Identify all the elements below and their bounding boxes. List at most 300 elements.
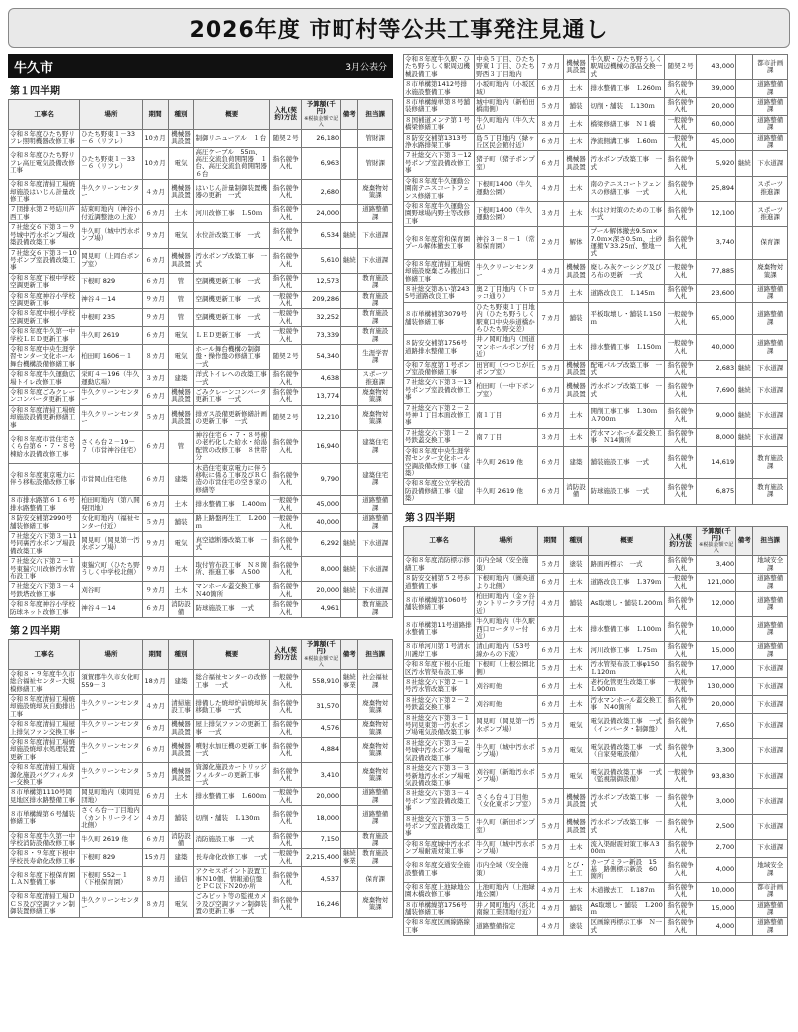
cell-period: ６カ月 xyxy=(537,678,563,696)
cell-location: 上池町地内（上池緑地公園） xyxy=(475,882,538,900)
cell-work-name: ７社総交六下第２－２号神１丁目本面改修工事 xyxy=(404,403,475,428)
cell-kind: 機械器具設置 xyxy=(168,720,194,738)
cell-work-name: ８社総交六下第３－１号同見東第一汚水ポンプ場電気設備改築工事 xyxy=(404,713,475,738)
cell-kind: 電気 xyxy=(168,327,194,345)
cell-location: 奥２丁目地内（トロッコ通り） xyxy=(475,284,538,302)
cell-period: ５カ月 xyxy=(537,764,563,789)
cell-location: 市内全域（安全施策） xyxy=(475,556,538,574)
cell-summary: 屋上排気ファンの更新工事 一式 xyxy=(194,720,270,738)
cell-note: 継続 xyxy=(736,378,753,403)
cell-note: 継続 xyxy=(341,582,358,600)
cell-budget: 26,180 xyxy=(302,129,341,147)
cell-work-name: 令和８年度清掃工場資源化施設バグフィルター交換工事 xyxy=(9,763,80,788)
cell-summary: 空調機更新工事 一式 xyxy=(194,273,270,291)
cell-budget: 4,000 xyxy=(697,857,736,882)
works-table xyxy=(403,54,788,505)
column-header: 期間 xyxy=(537,526,563,556)
cell-bid: 指名競争入札 xyxy=(664,660,696,678)
cell-bid: 指名競争入札 xyxy=(664,176,696,201)
table-row xyxy=(404,80,788,98)
cell-note xyxy=(341,344,358,369)
cell-budget: 20,000 xyxy=(697,695,736,713)
cell-bid: 指名競争入札 xyxy=(269,370,301,388)
cell-note xyxy=(341,180,358,205)
cell-kind: 土木 xyxy=(563,617,589,642)
cell-period: ５カ月 xyxy=(537,713,563,738)
cell-bid: 指名競争入札 xyxy=(664,201,696,226)
cell-period: ３カ月 xyxy=(537,201,563,226)
column-header: 種別 xyxy=(168,639,194,669)
cell-work-name: ８市単構第1110号岡見地区排水路整備工事 xyxy=(9,788,80,806)
cell-summary: 浄流側溝工事 Ｌ60ｍ xyxy=(589,133,665,151)
cell-work-name: ７社総交６下第３－10号ポンプ室設備改築工事 xyxy=(9,248,80,273)
cell-note: 継続 xyxy=(341,223,358,248)
cell-location: 刈谷町他 xyxy=(475,695,538,713)
cell-bid: 指名競争入札 xyxy=(664,617,696,642)
cell-budget: 4,537 xyxy=(302,867,341,892)
cell-bid: 指名競争入札 xyxy=(664,284,696,302)
cell-work-name: 令和８年度牛久運動広場トイレ改修工事 xyxy=(9,370,80,388)
table-row xyxy=(9,205,393,223)
cell-period: ６カ月 xyxy=(142,327,168,345)
cell-budget: 3,410 xyxy=(302,763,341,788)
cell-period: 15カ月 xyxy=(142,849,168,867)
cell-note: 継続 xyxy=(736,151,753,176)
cell-kind: 土木 xyxy=(563,660,589,678)
cell-dept: 下水道課 xyxy=(753,764,788,789)
cell-dept: 教育施設課 xyxy=(358,327,393,345)
cell-work-name: ８市単河川第１号清水川護岸工事 xyxy=(404,642,475,660)
cell-kind: 電気 xyxy=(168,892,194,917)
cell-work-name: 令和８年度常和保育園プール解体撤去工事 xyxy=(404,227,475,260)
cell-work-name: 令和８年度清掃工場焼却施設はいじん計量改修工事 xyxy=(9,180,80,205)
right-column xyxy=(403,54,788,936)
cell-summary: As取壊し・舗装Ｌ200ｍ xyxy=(589,591,665,616)
table-row xyxy=(9,600,393,618)
cell-budget: 5,610 xyxy=(302,248,341,273)
cell-period: ４カ月 xyxy=(142,180,168,205)
cell-budget: 7,650 xyxy=(697,713,736,738)
cell-period: ６カ月 xyxy=(537,151,563,176)
cell-note xyxy=(341,388,358,406)
column-header: 備考 xyxy=(341,100,358,130)
cell-summary: 汚水ポンプ改築工事 一式 xyxy=(589,151,665,176)
cell-period: ６カ月 xyxy=(142,496,168,514)
cell-bid: 指名競争入札 xyxy=(269,180,301,205)
cell-budget: 6,963 xyxy=(302,147,341,180)
cell-bid: 指名競争入札 xyxy=(664,839,696,857)
cell-period: ５カ月 xyxy=(537,284,563,302)
cell-dept: 都市計画課 xyxy=(753,55,788,80)
cell-summary: As取壊し・舗装 Ｌ200ｍ xyxy=(590,900,663,916)
cell-period: ９カ月 xyxy=(142,223,168,248)
cell-budget: 77,885 xyxy=(697,259,736,284)
cell-period: ８カ月 xyxy=(142,344,168,369)
cell-kind: 塗装 xyxy=(563,556,589,574)
cell-summary: 木造住宅東京電力に伴う移転に係る工事及びＲＣ造の市営住宅の空き家の修繕等 xyxy=(194,463,270,496)
cell-dept: 下水道課 xyxy=(753,789,788,814)
cell-summary: 道路改良工 Ｌ145ｍ xyxy=(589,284,665,302)
cell-budget: 15,000 xyxy=(697,642,736,660)
table-header-row xyxy=(9,639,393,669)
cell-note xyxy=(341,463,358,496)
cell-kind: 機械器具設置 xyxy=(563,259,589,284)
cell-note xyxy=(736,335,753,360)
cell-budget: 45,000 xyxy=(302,496,341,514)
cell-bid: 一般競争入札 xyxy=(664,115,696,133)
table-row xyxy=(9,531,393,556)
works-table xyxy=(403,526,788,937)
cell-budget: 25,894 xyxy=(697,176,736,201)
cell-bid: 随契２号 xyxy=(269,344,301,369)
cell-note xyxy=(736,900,753,918)
cell-note xyxy=(736,591,753,616)
table-row xyxy=(404,789,788,814)
cell-work-name: 令和８年度中央生涯学習センター文化ホール舞台機構設備修繕工事 xyxy=(9,344,80,369)
cell-budget: 4,576 xyxy=(302,720,341,738)
cell-note: 継続 xyxy=(736,428,753,446)
city-header xyxy=(8,54,393,78)
cell-note xyxy=(341,205,358,223)
cell-kind: 舗装 xyxy=(563,98,589,116)
cell-period: ６カ月 xyxy=(142,788,168,806)
cell-note xyxy=(736,259,753,284)
cell-budget: 15,000 xyxy=(697,900,736,918)
cell-location: 刈谷町（新地汚水ポンプ場） xyxy=(475,764,538,789)
cell-work-name: 令和８年度神谷小学校空調更新工事 xyxy=(9,291,80,309)
cell-kind: 電気 xyxy=(168,147,194,180)
cell-bid: 指名競争入札 xyxy=(664,378,696,403)
cell-budget: 130,000 xyxy=(697,678,736,696)
cell-work-name: ８社総交六下第３－２号城中汚水ポンプ場電気設備改築工事 xyxy=(404,738,475,763)
table-row xyxy=(9,327,393,345)
cell-dept: 道路整備課 xyxy=(753,80,788,98)
cell-kind: 機械器具設置 xyxy=(168,763,194,788)
cell-note: 継続事業 xyxy=(341,849,358,867)
cell-dept: 道路整備課 xyxy=(753,115,788,133)
table-row xyxy=(404,738,788,763)
cell-location: ひたち野東１－33－６（リフレ） xyxy=(80,147,143,180)
cell-dept: 教育施設課 xyxy=(753,446,788,479)
cell-work-name: ８社総交六下第３－４号ポンプ室設備改築工事 xyxy=(404,789,475,814)
left-column xyxy=(8,54,393,936)
cell-dept: 保育課 xyxy=(358,867,393,892)
column-header: 備考 xyxy=(736,526,753,556)
cell-bid: 随契２号 xyxy=(664,55,696,80)
cell-kind: 土木 xyxy=(563,115,589,133)
cell-budget: 60,000 xyxy=(697,115,736,133)
cell-period: ５カ月 xyxy=(537,839,563,857)
cell-note xyxy=(341,806,358,831)
cell-location: 岡見町（岡見第一汚水ポンプ場） xyxy=(80,531,143,556)
cell-dept: スポーツ推進課 xyxy=(753,176,788,201)
cell-bid: 指名競争入札 xyxy=(269,738,301,763)
table-row xyxy=(9,831,393,849)
table-row xyxy=(404,814,788,839)
cell-summary: 舗装施設工事 一式 xyxy=(589,446,665,479)
cell-period: ６カ月 xyxy=(537,378,563,403)
cell-bid: 一般競争入札 xyxy=(664,764,696,789)
cell-period: ５カ月 xyxy=(537,360,563,378)
cell-work-name: ８社総交六下第２－２号鉄蓋交換工事 xyxy=(404,695,475,713)
cell-work-name: 令和８年度城中汚水ポンプ場耐震対策工事 xyxy=(404,839,475,857)
cell-budget: 3,000 xyxy=(697,789,736,814)
cell-location: 猪子町（猪子ポンプ室） xyxy=(475,151,538,176)
cell-bid: 指名競争入札 xyxy=(664,98,696,116)
cell-bid: 一般競争入札 xyxy=(664,574,696,592)
cell-summary: 防球施設工事 一式 xyxy=(589,479,665,504)
cell-kind: 土木 xyxy=(563,284,589,302)
table-header-row xyxy=(9,100,393,130)
column-header: 備考 xyxy=(341,639,358,669)
column-header: 工事名 xyxy=(9,100,80,130)
table-row xyxy=(9,431,393,464)
cell-summary: 電気設備改築工事 一式（インバータ・制御盤） xyxy=(589,713,665,738)
cell-budget: 32,252 xyxy=(302,309,341,327)
cell-dept: 下水道課 xyxy=(358,531,393,556)
cell-note xyxy=(341,788,358,806)
budget-note: ※税抜金額で記入 xyxy=(304,115,339,128)
cell-budget: 121,000 xyxy=(697,574,736,592)
works-table xyxy=(8,639,393,918)
cell-location: 小坂町地内（小坂区域） xyxy=(475,80,538,98)
cell-note xyxy=(736,678,753,696)
cell-budget: 2,700 xyxy=(697,839,736,857)
cell-bid: 指名競争入札 xyxy=(664,857,696,882)
column-header: 場所 xyxy=(80,100,143,130)
cell-dept: 下水道課 xyxy=(753,695,788,713)
cell-dept: 生涯学習課 xyxy=(358,344,393,369)
cell-location: 下根町1400（牛久運動公園） xyxy=(475,176,538,201)
cell-location: 結束町地内（神谷小付近調整池の上流） xyxy=(80,205,143,223)
cell-note xyxy=(736,882,753,900)
cell-location: 下根町 552－１（下根保育園） xyxy=(80,867,143,892)
cell-work-name: ７社総交六下第２－１号東猯穴川改修汚水管布設工事 xyxy=(9,557,80,582)
cell-budget: 9,000 xyxy=(697,403,736,428)
cell-bid: 指名競争入札 xyxy=(269,695,301,720)
cell-note xyxy=(736,556,753,574)
cell-kind: 土木 xyxy=(563,403,589,428)
cell-budget: 39,000 xyxy=(697,80,736,98)
cell-bid: 指名競争入札 xyxy=(664,738,696,763)
cell-kind: 機械器具設置 xyxy=(168,738,194,763)
cell-dept: 下水道課 xyxy=(753,151,788,176)
cell-location: 南７丁目 xyxy=(475,428,538,446)
column-header: 概要 xyxy=(194,100,270,130)
cell-kind: 建築 xyxy=(168,463,194,496)
cell-dept: 下水道課 xyxy=(753,403,788,428)
cell-note xyxy=(736,857,753,882)
cell-budget: 13,774 xyxy=(302,388,341,406)
cell-budget: 2,680 xyxy=(302,180,341,205)
cell-bid: 指名競争入札 xyxy=(664,479,696,504)
column-header: 入札(契約)方法 xyxy=(269,639,301,669)
cell-summary: 電気設備改築工事 一式（監視制御設備） xyxy=(589,764,665,789)
cell-work-name: 令和８年度清掃工場ＤＣＳ及び空調ファン制御装置修繕工事 xyxy=(9,892,80,917)
table-row xyxy=(404,446,788,479)
cell-location: 中央５丁目、ひたち野東１丁目、ひたち野西３丁目地内 xyxy=(475,55,538,80)
cell-bid: 指名競争入札 xyxy=(269,388,301,406)
cell-period: ５カ月 xyxy=(142,405,168,430)
cell-note xyxy=(736,814,753,839)
cell-period: ６カ月 xyxy=(142,738,168,763)
cell-kind: 電気 xyxy=(563,713,589,738)
cell-budget: 54,340 xyxy=(302,344,341,369)
cell-dept: 廃棄物対策課 xyxy=(358,695,393,720)
cell-kind: 電気 xyxy=(168,531,194,556)
cell-bid: 指名競争入札 xyxy=(269,600,301,618)
cell-location: 牛久町（城中汚水ポンプ場） xyxy=(475,839,538,857)
cell-summary: カーブミラー新設 15基 路側標示新設 60箇所 xyxy=(589,857,665,882)
cell-period: 10カ月 xyxy=(142,147,168,180)
cell-summary: 汚水ポンプ改築工事 一式 xyxy=(589,814,665,839)
cell-period: ５カ月 xyxy=(537,738,563,763)
cell-dept: 道路整備課 xyxy=(753,900,788,918)
cell-summary: 区画線再標示工事 Ｎ一式 xyxy=(589,918,665,936)
cell-summary: 資源化施設カートリッジフィルターの更新工事 一式 xyxy=(194,763,270,788)
cell-location: 下根町（上根公園北側） xyxy=(475,660,538,678)
cell-kind: 土木 xyxy=(563,695,589,713)
cell-note xyxy=(736,284,753,302)
cell-period: ５カ月 xyxy=(142,514,168,532)
cell-budget: 3,300 xyxy=(697,738,736,763)
table-row xyxy=(404,284,788,302)
cell-period: 10カ月 xyxy=(142,129,168,147)
cell-location: 牛久クリーンセンター xyxy=(80,405,143,430)
table-row xyxy=(9,720,393,738)
cell-note xyxy=(341,327,358,345)
cell-dept: 下水道課 xyxy=(753,360,788,378)
cell-budget: 2,215,400 xyxy=(302,849,341,867)
cell-note xyxy=(736,446,753,479)
cell-note xyxy=(736,227,753,260)
cell-note xyxy=(736,695,753,713)
cell-bid: 指名競争入札 xyxy=(269,205,301,223)
cell-note xyxy=(341,370,358,388)
cell-work-name: 令和８年度下根保育園ＬＡＮ整備工事 xyxy=(9,867,80,892)
cell-summary: ホール舞台機構の制御盤・操作盤の修繕工事 一式 xyxy=(194,344,270,369)
cell-note xyxy=(341,763,358,788)
cell-period: ６カ月 xyxy=(142,720,168,738)
cell-budget: 5,920 xyxy=(697,151,736,176)
cell-period: ６カ月 xyxy=(142,431,168,464)
cell-work-name: ８市単構補第3079号舗装修繕工事 xyxy=(404,302,475,335)
cell-bid: 指名競争入札 xyxy=(664,591,696,616)
cell-work-name: 令和８年度牛久第一中学校ＬＥＤ更新工事 xyxy=(9,327,80,345)
table-row xyxy=(404,335,788,360)
cell-note xyxy=(736,764,753,789)
cell-dept: 下水道課 xyxy=(358,223,393,248)
table-row xyxy=(404,660,788,678)
cell-summary: 汚水ポンプ改築工事 一式 xyxy=(589,378,665,403)
table-row xyxy=(404,695,788,713)
cell-summary: 汚水マンホール蓋交換工事 Ｎ40箇所 xyxy=(589,695,665,713)
cell-location: 岡見町（上岡台ポンプ室） xyxy=(80,248,143,273)
cell-period: ３カ月 xyxy=(142,370,168,388)
cell-summary: 排水整備工事 Ｌ100ｍ xyxy=(589,617,665,642)
cell-summary: 木道撤去工 Ｌ187ｍ xyxy=(589,882,665,900)
table-row xyxy=(404,882,788,900)
cell-bid: 指名競争入札 xyxy=(269,431,301,464)
cell-summary: 道路改良工事 Ｌ379ｍ xyxy=(589,574,665,592)
cell-dept: 道路整備課 xyxy=(753,98,788,116)
cell-summary: 切削・舗装 Ｌ130ｍ xyxy=(194,806,270,831)
cell-budget: 17,000 xyxy=(697,660,736,678)
cell-budget: 558,910 xyxy=(302,669,341,694)
cell-budget: 16,940 xyxy=(302,431,341,464)
cell-budget: 10,000 xyxy=(697,617,736,642)
column-header: 入札(契約)方法 xyxy=(269,100,301,130)
cell-period: ４カ月 xyxy=(537,882,563,900)
cell-location: 牛久町（新田ポンプ室） xyxy=(475,814,538,839)
cell-period: ４カ月 xyxy=(537,259,563,284)
cell-bid: 一般競争入札 xyxy=(269,291,301,309)
cell-summary: ごみピット等の監視カメラ及び空調ファン制御装置の更新工事 一式 xyxy=(194,892,270,917)
cell-budget: 6,292 xyxy=(302,531,341,556)
cell-period: ３カ月 xyxy=(537,428,563,446)
cell-work-name: ８市単構繰第1060号舗装修繕工事 xyxy=(404,591,475,616)
column-header: 工事名 xyxy=(404,526,475,556)
cell-note xyxy=(736,302,753,335)
cell-note xyxy=(341,831,358,849)
cell-note xyxy=(736,839,753,857)
cell-kind: 機械器具設置 xyxy=(168,129,194,147)
cell-budget: 73,339 xyxy=(302,327,341,345)
table-row xyxy=(404,151,788,176)
cell-period: ６カ月 xyxy=(142,600,168,618)
cell-note xyxy=(341,147,358,180)
cell-location: 神谷４－14 xyxy=(80,291,143,309)
cell-note xyxy=(341,892,358,917)
cell-budget: 8,000 xyxy=(697,428,736,446)
quarter-label: 第１四半期 xyxy=(10,86,60,97)
cell-period: ７カ月 xyxy=(537,302,563,335)
cell-dept: 廃棄物対策課 xyxy=(358,720,393,738)
cell-kind: 建築 xyxy=(168,370,194,388)
table-row xyxy=(9,180,393,205)
table-row xyxy=(404,918,788,936)
cell-location: 牛久町 2619 他 xyxy=(80,831,143,849)
cell-work-name: 令和８年度上池緑地公園木橋改修工事 xyxy=(404,882,475,900)
cell-bid: 随契２号 xyxy=(269,405,301,430)
table-row xyxy=(404,642,788,660)
cell-location: 下根町1400（牛久運動公園） xyxy=(475,201,538,226)
cell-period: ９カ月 xyxy=(142,309,168,327)
cell-dept: 下水道課 xyxy=(753,738,788,763)
cell-dept: 道路整備課 xyxy=(753,284,788,302)
cell-period: ８カ月 xyxy=(142,867,168,892)
cell-period: ６カ月 xyxy=(537,695,563,713)
table-row xyxy=(9,867,393,892)
cell-note xyxy=(736,660,753,678)
cell-summary: 空調機更新工事 一式 xyxy=(194,309,270,327)
table-row xyxy=(9,344,393,369)
table-row xyxy=(404,591,788,616)
cell-period: ６カ月 xyxy=(142,463,168,496)
cell-bid: 一般競争入札 xyxy=(664,133,696,151)
cell-location: 牛久クリーンセンター xyxy=(475,259,538,284)
cell-summary: 河川改修工事 Ｌ75ｍ xyxy=(589,642,665,660)
cell-note xyxy=(736,574,753,592)
cell-work-name: ８防安交補第1756号道路排水整備工事 xyxy=(404,335,475,360)
cell-period: ２カ月 xyxy=(537,227,563,260)
cell-bid: 一般競争入札 xyxy=(269,496,301,514)
table-row xyxy=(9,892,393,917)
cell-summary: 河川改修工事 Ｌ50ｍ xyxy=(194,205,270,223)
cell-dept: 廃棄物対策課 xyxy=(358,763,393,788)
cell-bid: 指名競争入札 xyxy=(664,814,696,839)
cell-location: 南１丁目 xyxy=(475,403,538,428)
